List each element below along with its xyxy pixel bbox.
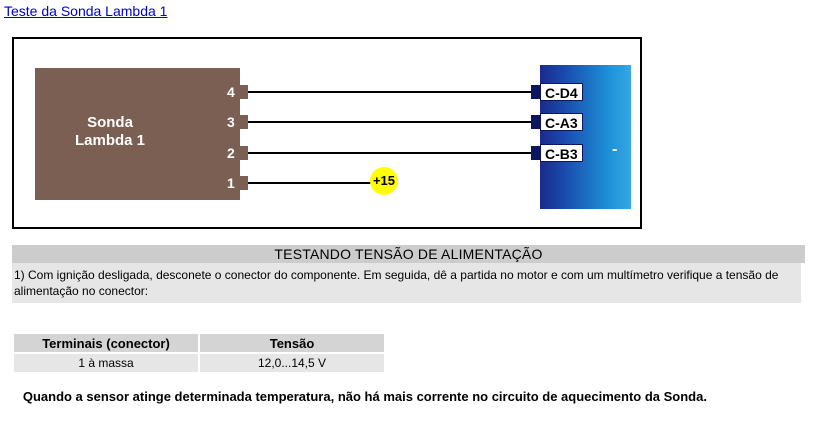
sensor-label <box>35 114 185 150</box>
pin-3-tab <box>240 115 248 129</box>
table-row <box>14 354 384 372</box>
instruction-step-1: 1) Com ignição desligada, desconete o conector do componente. Em seguida, dê a partida no motor e com um multímetro verifique a tensão de alimentação no conector: <box>12 263 801 303</box>
connector-label-d4: C-D4 <box>540 83 583 101</box>
wire-pin1 <box>248 182 374 184</box>
pin-4-label: 4 <box>227 84 235 100</box>
connector-a3-tab <box>531 115 540 129</box>
connector-b3-tab <box>531 146 540 160</box>
lambda-sensor-block <box>35 68 240 200</box>
page-title-link[interactable]: Teste da Sonda Lambda 1 <box>4 3 168 19</box>
pin-3-label: 3 <box>227 114 235 130</box>
voltage-table <box>12 332 386 374</box>
pin-2-label: 2 <box>227 145 235 161</box>
wire-pin3 <box>248 121 531 123</box>
pin-2-tab <box>240 146 248 160</box>
ground-symbol: - <box>612 141 618 158</box>
wire-pin4 <box>248 91 531 93</box>
section-header: TESTANDO TENSÃO DE ALIMENTAÇÃO <box>12 245 805 263</box>
table-header-voltage: Tensão <box>200 334 384 352</box>
note-content: Quando a sensor atinge determinada temperatura, não há mais corrente no circuito de aquecimento da Sonda. <box>22 389 707 404</box>
connector-d4-tab <box>531 85 540 99</box>
table-header-terminals: Terminais (conector) <box>14 334 198 352</box>
table-cell-voltage: 12,0...14,5 V <box>200 354 384 372</box>
pin-4-tab <box>240 85 248 99</box>
sensor-label-line2: Lambda 1 <box>74 132 146 149</box>
connector-label-a3: C-A3 <box>540 113 583 131</box>
table-header-row <box>14 334 384 352</box>
pin-1-label: 1 <box>227 175 235 191</box>
note-text <box>12 388 802 405</box>
table-cell-terminal: 1 à massa <box>14 354 198 372</box>
sensor-label-line1: Sonda <box>87 114 133 131</box>
connector-label-b3: C-B3 <box>540 144 583 162</box>
pin-1-tab <box>240 176 248 190</box>
wiring-diagram <box>12 37 642 229</box>
wire-pin2 <box>248 152 531 154</box>
supply-plus15-badge: +15 <box>370 167 398 195</box>
